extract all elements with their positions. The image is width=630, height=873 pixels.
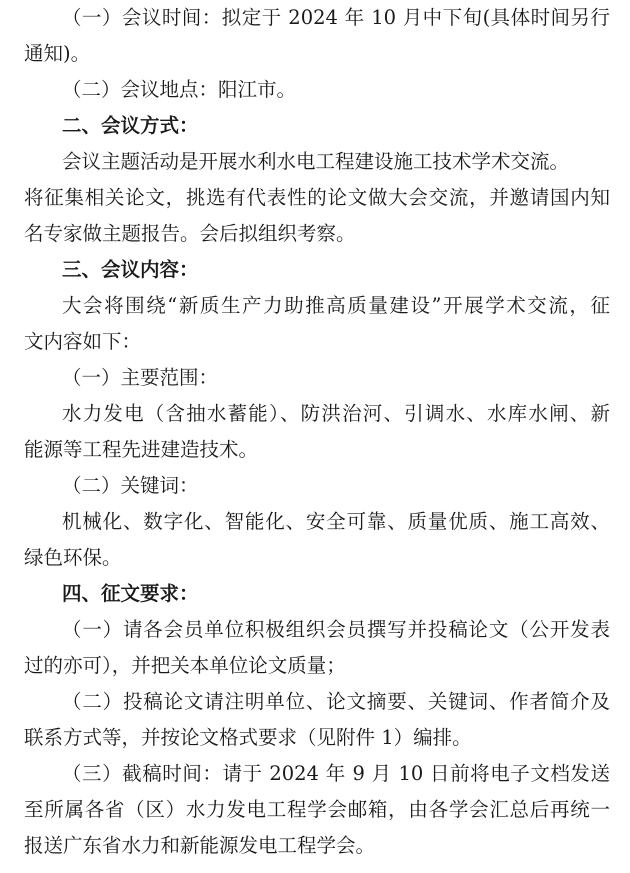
keywords-heading: （二）关键词： [62,474,199,497]
meeting-time-line-1: （一）会议时间：拟定于 2024 年 10 月中下旬(具体时间另行 [62,6,610,29]
main-scope-line-1: 水力发电（含抽水蓄能）、防洪治河、引调水、水库水闸、新 [62,402,610,425]
meeting-content-line-1: 大会将围绕“新质生产力助推高质量建设”开展学术交流，征 [62,294,610,317]
meeting-format-line-1: 会议主题活动是开展水利水电工程建设施工技术学术交流。 [62,150,570,173]
section-heading-meeting-format: 二、会议方式： [62,114,199,137]
meeting-time-line-2: 通知)。 [24,42,91,65]
keywords-line-1: 机械化、数字化、智能化、安全可靠、质量优质、施工高效、 [62,510,610,533]
requirement-1-line-1: （一）请各会员单位积极组织会员撰写并投稿论文（公开发表 [62,618,610,641]
keywords-line-2: 绿色环保。 [24,546,122,569]
requirement-2-line-2: 联系方式等，并按论文格式要求（见附件 1）编排。 [24,726,472,749]
main-scope-heading: （一）主要范围： [62,366,219,389]
meeting-format-line-2: 将征集相关论文，挑选有代表性的论文做大会交流，并邀请国内知 [24,186,610,209]
requirement-3-line-1: （三）截稿时间：请于 2024 年 9 月 10 日前将电子文档发送 [62,762,610,785]
requirement-3-line-3: 报送广东省水力和新能源发电工程学会。 [24,834,376,857]
section-heading-submission-requirements: 四、征文要求： [62,582,199,605]
requirement-1-line-2: 过的亦可），并把关本单位论文质量； [24,654,346,677]
meeting-format-line-3: 名专家做主题报告。会后拟组织考察。 [24,222,356,245]
requirement-3-line-2: 至所属各省（区）水力发电工程学会邮箱，由各学会汇总后再统一 [24,798,610,821]
meeting-content-line-2: 文内容如下： [24,330,142,353]
main-scope-line-2: 能源等工程先进建造技术。 [24,438,259,461]
requirement-2-line-1: （二）投稿论文请注明单位、论文摘要、关键词、作者简介及 [62,690,610,713]
meeting-place-line: （二）会议地点：阳江市。 [62,78,297,101]
section-heading-meeting-content: 三、会议内容： [62,258,199,281]
